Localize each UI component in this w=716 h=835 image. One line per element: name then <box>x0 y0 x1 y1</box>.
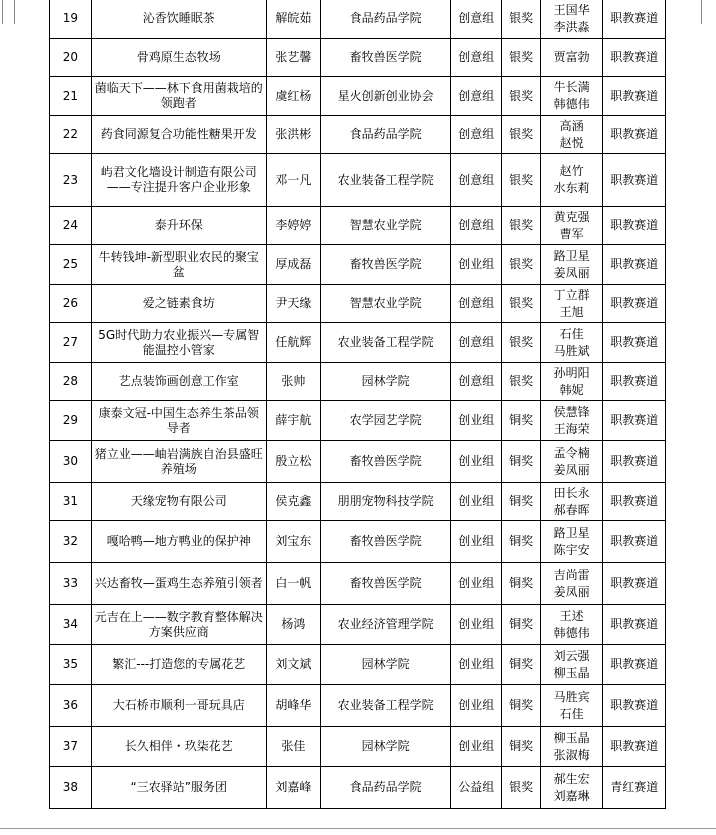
advisor-names-cell <box>540 767 603 809</box>
advisor-name: 姜凤丽 <box>553 462 590 477</box>
award-level-cell: 铜奖 <box>502 401 541 441</box>
project-name-cell: 骨鸡原生态牧场 <box>91 39 266 77</box>
advisor-name: 刘嘉琳 <box>553 788 590 803</box>
group-category-cell: 创业组 <box>451 685 502 727</box>
advisor-name: 路卫星 <box>553 248 590 263</box>
award-level-cell: 银奖 <box>502 116 541 154</box>
college-name-cell: 畜牧兽医学院 <box>320 441 450 483</box>
project-name-cell: 康泰文冠-中国生态养生茶品领导者 <box>91 401 266 441</box>
track-name-cell: 青红赛道 <box>603 767 666 809</box>
row-number-cell: 21 <box>50 77 92 116</box>
advisor-name: 水东莉 <box>553 181 590 195</box>
project-name-cell: 牛转钱坤-新型职业农民的聚宝盆 <box>91 245 266 285</box>
college-name-cell: 食品药品学院 <box>320 116 450 154</box>
track-name-cell: 职教赛道 <box>603 685 666 727</box>
advisor-name: 牛长满 <box>553 80 590 94</box>
advisor-name: 吉尚雷 <box>553 567 590 582</box>
advisor-names-cell <box>540 0 603 39</box>
table-row <box>50 77 666 116</box>
college-name-cell: 农学园艺学院 <box>320 401 450 441</box>
team-leader-cell: 薛宇航 <box>266 401 320 441</box>
row-number-cell: 23 <box>50 154 92 207</box>
project-name-cell: 屿君文化墙设计制造有限公司——专注提升客户企业形象 <box>91 154 266 207</box>
advisor-names-cell <box>540 685 603 727</box>
advisor-names-cell <box>540 245 603 285</box>
advisor-name: 韩德伟 <box>553 97 590 111</box>
row-number-cell: 26 <box>50 285 92 323</box>
award-level-cell: 铜奖 <box>502 727 541 767</box>
college-name-cell: 畜牧兽医学院 <box>320 521 450 563</box>
project-name-cell: 沁香饮睡眠茶 <box>91 0 266 39</box>
team-leader-cell: 刘宝东 <box>266 521 320 563</box>
team-leader-cell: 张佳 <box>266 727 320 767</box>
award-level-cell: 银奖 <box>502 77 541 116</box>
awards-table <box>49 0 666 809</box>
college-name-cell: 畜牧兽医学院 <box>320 245 450 285</box>
team-leader-cell: 刘文斌 <box>266 645 320 685</box>
project-name-cell: 天缘宠物有限公司 <box>91 483 266 521</box>
award-level-cell: 银奖 <box>502 767 541 809</box>
award-level-cell: 铜奖 <box>502 685 541 727</box>
advisor-name: 王述 <box>559 608 584 623</box>
college-name-cell: 星火创新创业协会 <box>320 77 450 116</box>
award-level-cell: 铜奖 <box>502 521 541 563</box>
project-name-cell: 猪立业——岫岩满族自治县盛旺养殖场 <box>91 441 266 483</box>
team-leader-cell: 张洪彬 <box>266 116 320 154</box>
track-name-cell: 职教赛道 <box>603 285 666 323</box>
college-name-cell: 食品药品学院 <box>320 0 450 39</box>
track-name-cell: 职教赛道 <box>603 39 666 77</box>
award-level-cell: 银奖 <box>502 39 541 77</box>
table-row <box>50 285 666 323</box>
table-row <box>50 645 666 685</box>
college-name-cell: 畜牧兽医学院 <box>320 563 450 605</box>
table-row <box>50 0 666 39</box>
advisor-name: 马胜斌 <box>553 343 590 358</box>
advisor-names-cell <box>540 363 603 401</box>
team-leader-cell: 虞红杨 <box>266 77 320 116</box>
row-number-cell: 33 <box>50 563 92 605</box>
track-name-cell: 职教赛道 <box>603 154 666 207</box>
table-row <box>50 605 666 645</box>
advisor-names-cell <box>540 483 603 521</box>
group-category-cell: 创意组 <box>451 154 502 207</box>
group-category-cell: 创意组 <box>451 0 502 39</box>
team-leader-cell: 白一帆 <box>266 563 320 605</box>
award-level-cell: 银奖 <box>502 154 541 207</box>
advisor-name: 高涵 <box>559 118 584 133</box>
track-name-cell: 职教赛道 <box>603 401 666 441</box>
advisor-name: 路卫星 <box>553 525 590 540</box>
group-category-cell: 创业组 <box>451 605 502 645</box>
advisor-names-cell <box>540 563 603 605</box>
project-name-cell: 嘎哈鸭—地方鸭业的保护神 <box>91 521 266 563</box>
advisor-name: 曹军 <box>559 226 584 241</box>
college-name-cell: 园林学院 <box>320 645 450 685</box>
track-name-cell: 职教赛道 <box>603 245 666 285</box>
group-category-cell: 创业组 <box>451 401 502 441</box>
advisor-name: 柳玉晶 <box>553 730 590 745</box>
table-row <box>50 521 666 563</box>
awards-table-body <box>50 0 666 809</box>
advisor-names-cell <box>540 521 603 563</box>
college-name-cell: 农业装备工程学院 <box>320 323 450 363</box>
row-number-cell: 35 <box>50 645 92 685</box>
table-row <box>50 116 666 154</box>
team-leader-cell: 尹天缘 <box>266 285 320 323</box>
row-number-cell: 29 <box>50 401 92 441</box>
team-leader-cell: 刘嘉峰 <box>266 767 320 809</box>
advisor-names-cell <box>540 323 603 363</box>
row-number-cell: 24 <box>50 207 92 245</box>
college-name-cell: 智慧农业学院 <box>320 285 450 323</box>
group-category-cell: 创业组 <box>451 727 502 767</box>
award-level-cell: 银奖 <box>502 207 541 245</box>
project-name-cell: 繁汇---打造您的专属花艺 <box>91 645 266 685</box>
team-leader-cell: 李婷婷 <box>266 207 320 245</box>
track-name-cell: 职教赛道 <box>603 727 666 767</box>
group-category-cell: 创业组 <box>451 563 502 605</box>
college-name-cell: 畜牧兽医学院 <box>320 39 450 77</box>
page-edge-mark <box>14 0 15 24</box>
table-row <box>50 685 666 727</box>
table-row <box>50 563 666 605</box>
project-name-cell: 元吉在上——数字教育整体解决方案供应商 <box>91 605 266 645</box>
row-number-cell: 25 <box>50 245 92 285</box>
advisor-name: 赵悦 <box>559 135 584 150</box>
advisor-name: 柳玉晶 <box>553 665 590 680</box>
row-number-cell: 38 <box>50 767 92 809</box>
advisor-names-cell <box>540 207 603 245</box>
advisor-name: 王海荣 <box>553 421 590 436</box>
advisor-names-cell <box>540 645 603 685</box>
row-number-cell: 36 <box>50 685 92 727</box>
advisor-name: 石佳 <box>559 326 584 341</box>
advisor-name: 王旭 <box>559 304 584 319</box>
table-row <box>50 363 666 401</box>
group-category-cell: 创意组 <box>451 39 502 77</box>
table-row <box>50 207 666 245</box>
row-number-cell: 31 <box>50 483 92 521</box>
row-number-cell: 20 <box>50 39 92 77</box>
award-level-cell: 铜奖 <box>502 441 541 483</box>
advisor-names-cell <box>540 39 603 77</box>
college-name-cell: 农业装备工程学院 <box>320 154 450 207</box>
advisor-name: 黄克强 <box>553 209 590 224</box>
project-name-cell: 泰升环保 <box>91 207 266 245</box>
advisor-name: 陈宇安 <box>553 542 590 557</box>
table-row <box>50 727 666 767</box>
award-level-cell: 银奖 <box>502 323 541 363</box>
project-name-cell: 艺点装饰画创意工作室 <box>91 363 266 401</box>
team-leader-cell: 杨鸿 <box>266 605 320 645</box>
award-level-cell: 铜奖 <box>502 605 541 645</box>
award-level-cell: 银奖 <box>502 0 541 39</box>
group-category-cell: 创意组 <box>451 363 502 401</box>
project-name-cell: 5G时代助力农业振兴—专属智能温控小管家 <box>91 323 266 363</box>
row-number-cell: 27 <box>50 323 92 363</box>
row-number-cell: 30 <box>50 441 92 483</box>
group-category-cell: 创业组 <box>451 521 502 563</box>
page-edge-mark <box>701 0 702 24</box>
row-number-cell: 34 <box>50 605 92 645</box>
award-level-cell: 银奖 <box>502 245 541 285</box>
advisor-name: 姜凤丽 <box>553 584 590 599</box>
advisor-names-cell <box>540 727 603 767</box>
row-number-cell: 28 <box>50 363 92 401</box>
group-category-cell: 创业组 <box>451 245 502 285</box>
track-name-cell: 职教赛道 <box>603 77 666 116</box>
award-level-cell: 铜奖 <box>502 483 541 521</box>
advisor-name: 侯慧锋 <box>553 404 590 419</box>
project-name-cell: 菌临天下——林下食用菌栽培的领跑者 <box>91 77 266 116</box>
project-name-cell: “三农驿站”服务团 <box>91 767 266 809</box>
advisor-names-cell <box>540 77 603 116</box>
project-name-cell: 爱之链素食坊 <box>91 285 266 323</box>
advisor-name: 石佳 <box>559 706 584 721</box>
advisor-names-cell <box>540 605 603 645</box>
track-name-cell: 职教赛道 <box>603 563 666 605</box>
advisor-name: 马胜宾 <box>553 689 590 704</box>
award-level-cell: 铜奖 <box>502 645 541 685</box>
track-name-cell: 职教赛道 <box>603 323 666 363</box>
advisor-name: 赵竹 <box>559 164 584 178</box>
advisor-names-cell <box>540 401 603 441</box>
group-category-cell: 公益组 <box>451 767 502 809</box>
row-number-cell: 32 <box>50 521 92 563</box>
college-name-cell: 农业经济管理学院 <box>320 605 450 645</box>
advisor-name: 贾富勃 <box>553 50 590 64</box>
advisor-name: 王国华 <box>553 2 590 17</box>
table-row <box>50 245 666 285</box>
team-leader-cell: 胡峰华 <box>266 685 320 727</box>
page-edge-mark <box>2 0 3 24</box>
table-row <box>50 323 666 363</box>
advisor-names-cell <box>540 116 603 154</box>
advisor-names-cell <box>540 285 603 323</box>
award-level-cell: 铜奖 <box>502 563 541 605</box>
track-name-cell: 职教赛道 <box>603 363 666 401</box>
track-name-cell: 职教赛道 <box>603 0 666 39</box>
team-leader-cell: 张艺馨 <box>266 39 320 77</box>
advisor-names-cell <box>540 441 603 483</box>
row-number-cell: 22 <box>50 116 92 154</box>
team-leader-cell: 张帅 <box>266 363 320 401</box>
group-category-cell: 创意组 <box>451 207 502 245</box>
advisor-name: 郝春晖 <box>553 502 590 517</box>
table-row <box>50 441 666 483</box>
track-name-cell: 职教赛道 <box>603 441 666 483</box>
advisor-name: 孙明阳 <box>553 365 590 380</box>
advisor-name: 姜凤丽 <box>553 265 590 280</box>
team-leader-cell: 邓一凡 <box>266 154 320 207</box>
college-name-cell: 园林学院 <box>320 727 450 767</box>
row-number-cell: 37 <box>50 727 92 767</box>
advisor-name: 丁立群 <box>553 287 590 302</box>
group-category-cell: 创业组 <box>451 645 502 685</box>
advisor-name: 郝生宏 <box>553 771 590 786</box>
group-category-cell: 创意组 <box>451 285 502 323</box>
advisor-name: 李洪淼 <box>553 19 590 34</box>
college-name-cell: 食品药品学院 <box>320 767 450 809</box>
college-name-cell: 朋朋宠物科技学院 <box>320 483 450 521</box>
project-name-cell: 药食同源复合功能性糖果开发 <box>91 116 266 154</box>
advisor-names-cell <box>540 154 603 207</box>
team-leader-cell: 任航辉 <box>266 323 320 363</box>
team-leader-cell: 厚成磊 <box>266 245 320 285</box>
team-leader-cell: 殷立松 <box>266 441 320 483</box>
table-row <box>50 767 666 809</box>
table-row <box>50 154 666 207</box>
track-name-cell: 职教赛道 <box>603 116 666 154</box>
project-name-cell: 大石桥市顺利一哥玩具店 <box>91 685 266 727</box>
advisor-name: 韩妮 <box>559 382 584 397</box>
table-row <box>50 483 666 521</box>
award-level-cell: 银奖 <box>502 285 541 323</box>
project-name-cell: 长久相伴・玖柒花艺 <box>91 727 266 767</box>
award-level-cell: 银奖 <box>502 363 541 401</box>
track-name-cell: 职教赛道 <box>603 483 666 521</box>
advisor-name: 孟令楠 <box>553 445 590 460</box>
table-row <box>50 39 666 77</box>
track-name-cell: 职教赛道 <box>603 207 666 245</box>
advisor-name: 张淑梅 <box>553 747 590 762</box>
team-leader-cell: 解皖茹 <box>266 0 320 39</box>
group-category-cell: 创意组 <box>451 116 502 154</box>
track-name-cell: 职教赛道 <box>603 645 666 685</box>
college-name-cell: 农业装备工程学院 <box>320 685 450 727</box>
advisor-name: 韩德伟 <box>553 625 590 640</box>
track-name-cell: 职教赛道 <box>603 605 666 645</box>
group-category-cell: 创业组 <box>451 483 502 521</box>
project-name-cell: 兴达畜牧—蛋鸡生态养殖引领者 <box>91 563 266 605</box>
group-category-cell: 创意组 <box>451 323 502 363</box>
group-category-cell: 创业组 <box>451 441 502 483</box>
college-name-cell: 智慧农业学院 <box>320 207 450 245</box>
advisor-name: 刘云强 <box>553 648 590 663</box>
table-row <box>50 401 666 441</box>
group-category-cell: 创意组 <box>451 77 502 116</box>
row-number-cell: 19 <box>50 0 92 39</box>
college-name-cell: 园林学院 <box>320 363 450 401</box>
advisor-name: 田长永 <box>553 485 590 500</box>
team-leader-cell: 侯克鑫 <box>266 483 320 521</box>
track-name-cell: 职教赛道 <box>603 521 666 563</box>
